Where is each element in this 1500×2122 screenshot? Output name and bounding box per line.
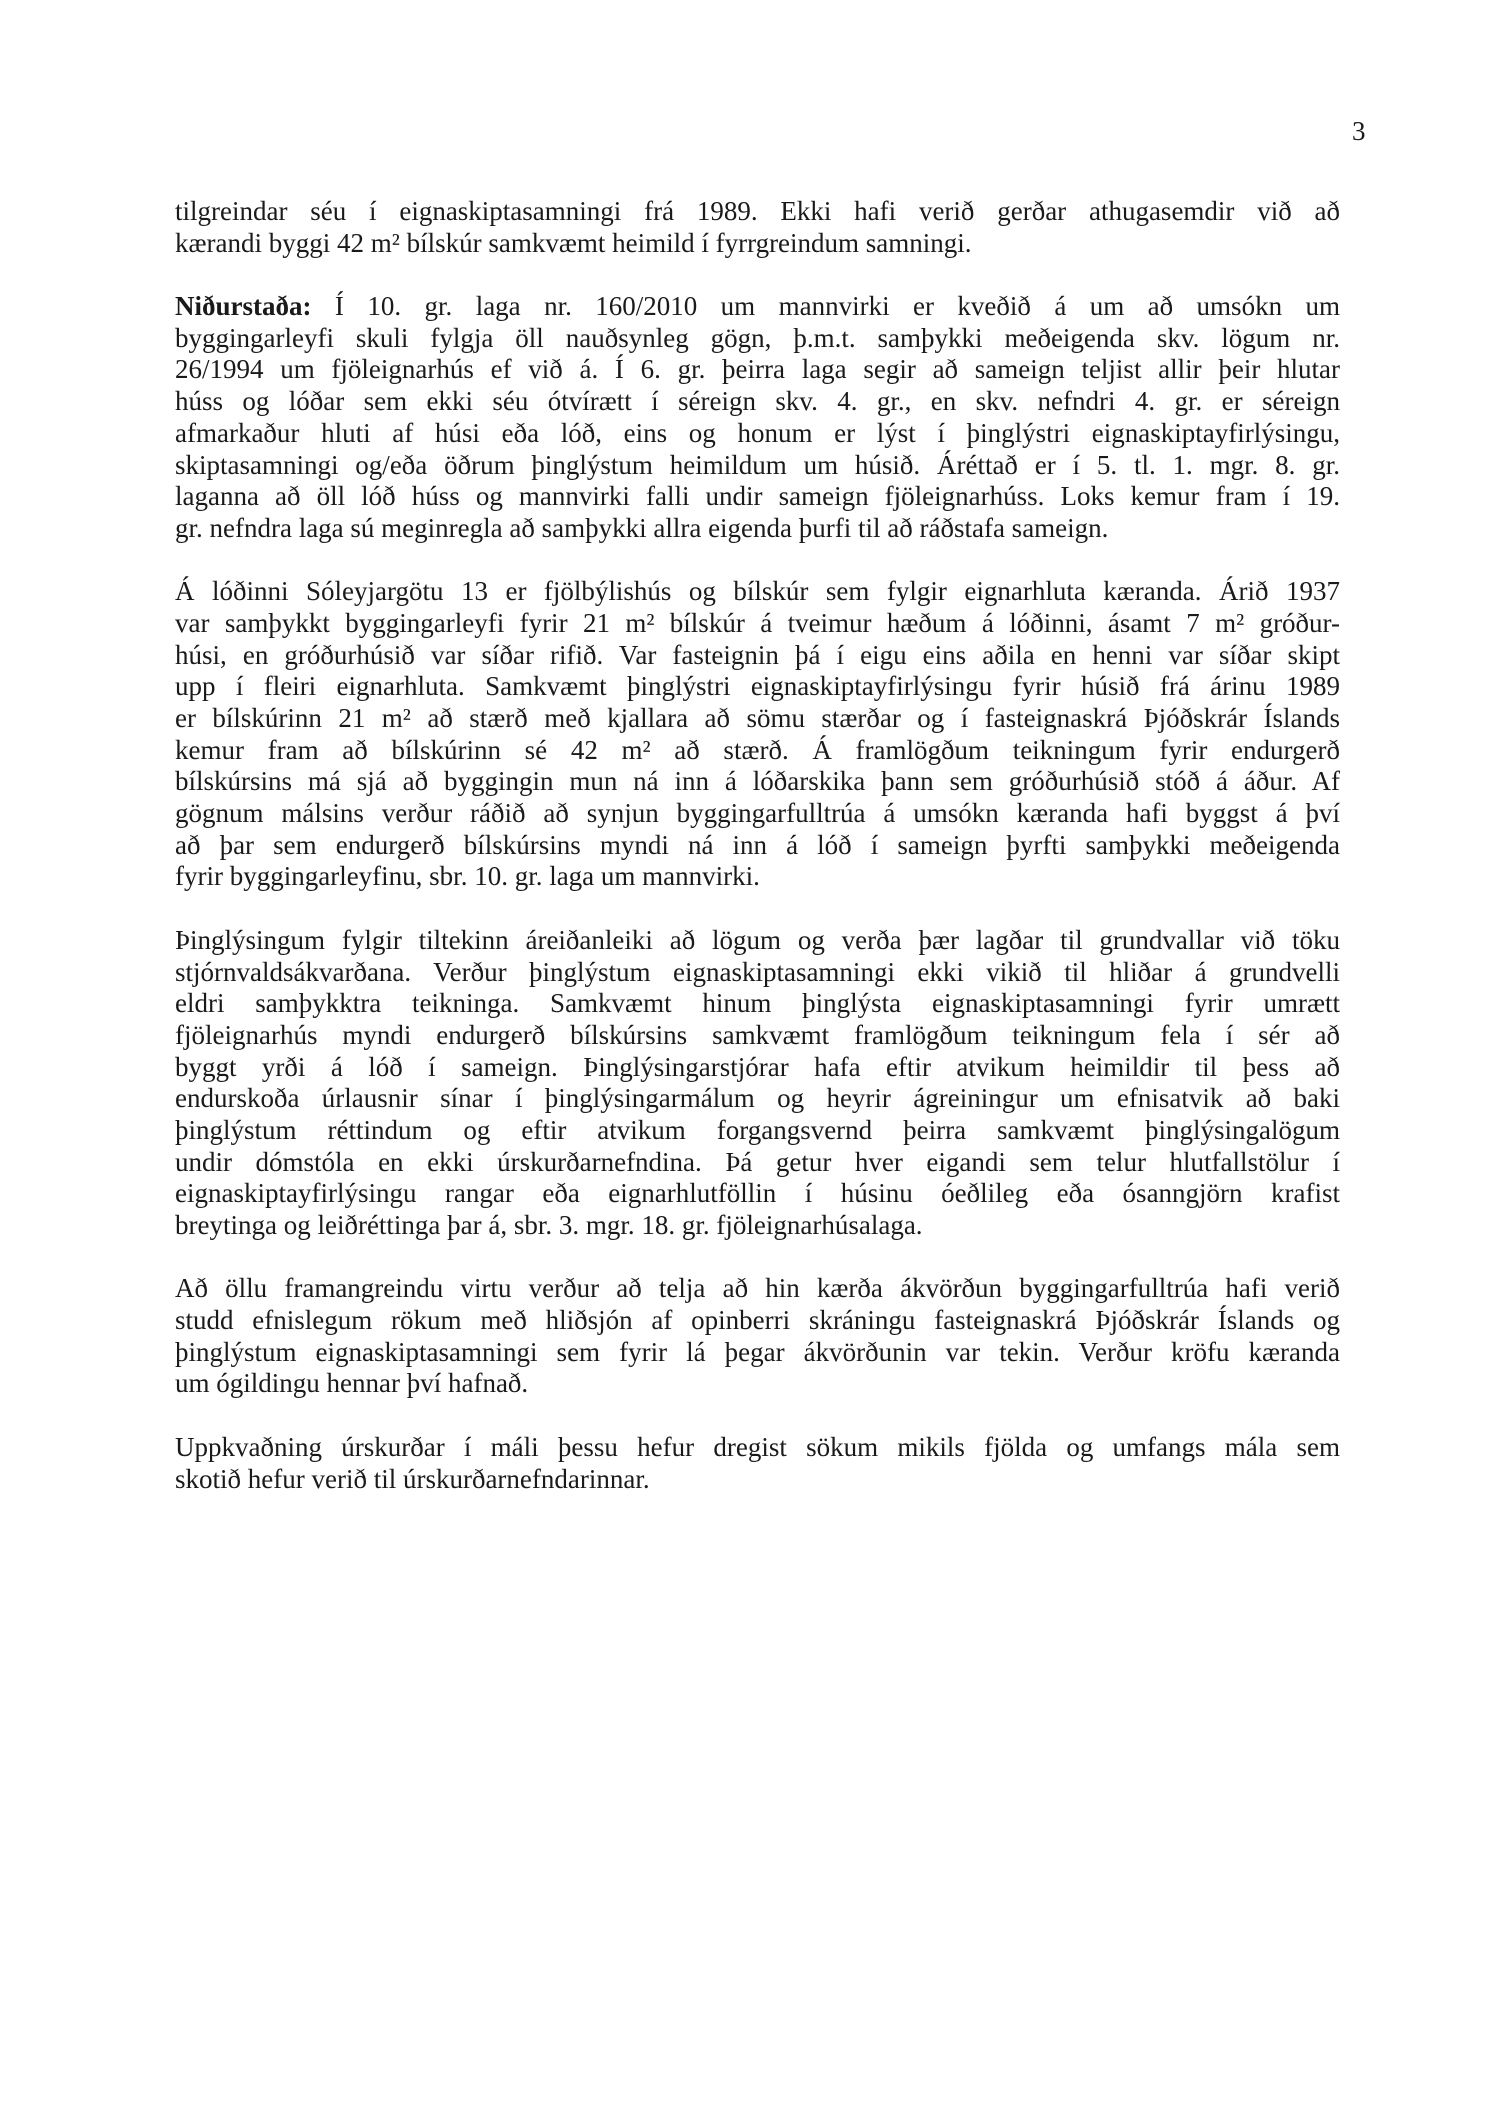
paragraph: [175, 576, 1340, 893]
text-line: breytinga og leiðréttinga þar á, sbr. 3. mgr. 18. gr. fjöleignarhúsalaga.: [175, 1210, 923, 1240]
text-line: gögnum málsins verður ráðið að synjun byggingarfulltrúa á umsókn kæranda hafi byggst á því: [175, 798, 1340, 829]
text-line: skiptasamningi og/eða öðrum þinglýstum heimildum um húsið. Áréttað er í 5. tl. 1. mgr. 8. gr.: [175, 449, 1340, 480]
text-line: eldri samþykktra teikninga. Samkvæmt hinum þinglýsta eignaskiptasamningi fyrir umrætt: [175, 988, 1340, 1019]
paragraph: [175, 291, 1340, 545]
text-line: kærandi byggi 42 m² bílskúr samkvæmt heimild í fyrrgreindum samningi.: [175, 227, 972, 258]
text-line: endurskoða úrlausnir sínar í þinglýsingarmálum og heyrir ágreiningur um efnisatvik að baki: [175, 1083, 1340, 1114]
text-line: þinglýstum eignaskiptasamningi sem fyrir lá þegar ákvörðunin var tekin. Verður kröfu kæranda: [175, 1336, 1340, 1367]
text-line: Þinglýsingum fylgir tiltekinn áreiðanleiki að lögum og verða þær lagðar til grundvallar við töku: [175, 924, 1340, 955]
text-line: kemur fram að bílskúrinn sé 42 m² að stærð. Á framlögðum teikningum fyrir endurgerð: [175, 734, 1340, 765]
text-line: byggingarleyfi skuli fylgja öll nauðsynleg gögn, þ.m.t. samþykki meðeigenda skv. lögum nr.: [175, 322, 1340, 353]
text-line: studd efnislegum rökum með hliðsjón af opinberri skráningu fasteignaskrá Þjóðskrár Íslands og: [175, 1305, 1340, 1336]
text-line: undir dómstóla en ekki úrskurðarnefndina. Þá getur hver eigandi sem telur hlutfallstölur í: [175, 1146, 1340, 1177]
text-line: húsi, en gróðurhúsið var síðar rifið. Var fasteignin þá í eigu eins aðila en henni var síðar skipt: [175, 639, 1340, 670]
paragraph: [175, 1432, 1340, 1495]
text-line: Uppkvaðning úrskurðar í máli þessu hefur dregist sökum mikils fjölda og umfangs mála sem: [175, 1431, 1340, 1462]
text-line-content: Í 10. gr. laga nr. 160/2010 um mannvirki er kveðið á um að umsókn um: [311, 291, 1340, 322]
section-label: Niðurstaða:: [175, 291, 312, 322]
text-line: um ógildingu hennar því hafnað.: [175, 1368, 529, 1399]
text-line: tilgreindar séu í eignaskiptasamningi frá 1989. Ekki hafi verið gerðar athugasemdir við að: [175, 196, 1340, 226]
text-line: er bílskúrinn 21 m² að stærð með kjallara að sömu stærðar og í fasteignaskrá Þjóðskrár Íslands: [175, 703, 1340, 733]
text-line: bílskúrsins má sjá að byggingin mun ná inn á lóðarskika þann sem gróðurhúsið stóð á áður. Af: [175, 766, 1340, 797]
text-line: þinglýstum réttindum og eftir atvikum forgangsvernd þeirra samkvæmt þinglýsingalögum: [175, 1114, 1340, 1145]
text-line: afmarkaður hluti af húsi eða lóð, eins og honum er lýst í þinglýstri eignaskiptayfirlýsingu,: [175, 417, 1340, 448]
text-line: Að öllu framangreindu virtu verður að telja að hin kærða ákvörðun byggingarfulltrúa hafi verið: [175, 1273, 1340, 1304]
text-line: Á lóðinni Sóleyjargötu 13 er fjölbýlishús og bílskúr sem fylgir eignarhluta kæranda. Árið 1937: [175, 576, 1340, 607]
text-line: upp í fleiri eignarhluta. Samkvæmt þinglýstri eignaskiptayfirlýsingu fyrir húsið frá árinu 1989: [175, 671, 1340, 702]
text-line: var samþykkt byggingarleyfi fyrir 21 m² bílskúr á tveimur hæðum á lóðinni, ásamt 7 m² gróður-: [175, 607, 1340, 638]
text-line: skotið hefur verið til úrskurðarnefndarinnar.: [175, 1463, 650, 1494]
text-line: gr. nefndra laga sú meginregla að samþykki allra eigenda þurfi til að ráðstafa sameign.: [175, 512, 1109, 543]
text-line: húss og lóðar sem ekki séu ótvírætt í séreign skv. 4. gr., en skv. nefndri 4. gr. er séreign: [175, 386, 1340, 417]
text-line: 26/1994 um fjöleignarhús ef við á. Í 6. gr. þeirra laga segir að sameign teljist allir þeir hlutar: [175, 354, 1340, 385]
text-line: að þar sem endurgerð bílskúrsins myndi ná inn á lóð í sameign þyrfti samþykki meðeigenda: [175, 829, 1340, 860]
text-line: fyrir byggingarleyfinu, sbr. 10. gr. laga um mannvirki.: [175, 861, 760, 892]
text-line: stjórnvaldsákvarðana. Verður þinglýstum eignaskiptasamningi ekki vikið til hliðar á grundvelli: [175, 956, 1340, 987]
text-line: fjöleignarhús myndi endurgerð bílskúrsins samkvæmt framlögðum teikningum fela í sér að: [175, 1019, 1340, 1050]
paragraph: [175, 1273, 1340, 1400]
text-line: eignaskiptayfirlýsingu rangar eða eignarhlutföllin í húsinu óeðlileg eða ósanngjörn krafist: [175, 1178, 1340, 1209]
text-line: byggt yrði á lóð í sameign. Þinglýsingarstjórar hafa eftir atvikum heimildir til þess að: [175, 1051, 1340, 1082]
document-body: [175, 196, 1340, 1527]
paragraph: [175, 925, 1340, 1242]
text-line: [175, 291, 1340, 323]
page-number: 3: [1352, 116, 1366, 146]
text-line: laganna að öll lóð húss og mannvirki falli undir sameign fjöleignarhúss. Loks kemur fram í 19.: [175, 481, 1340, 512]
paragraph: [175, 196, 1340, 259]
